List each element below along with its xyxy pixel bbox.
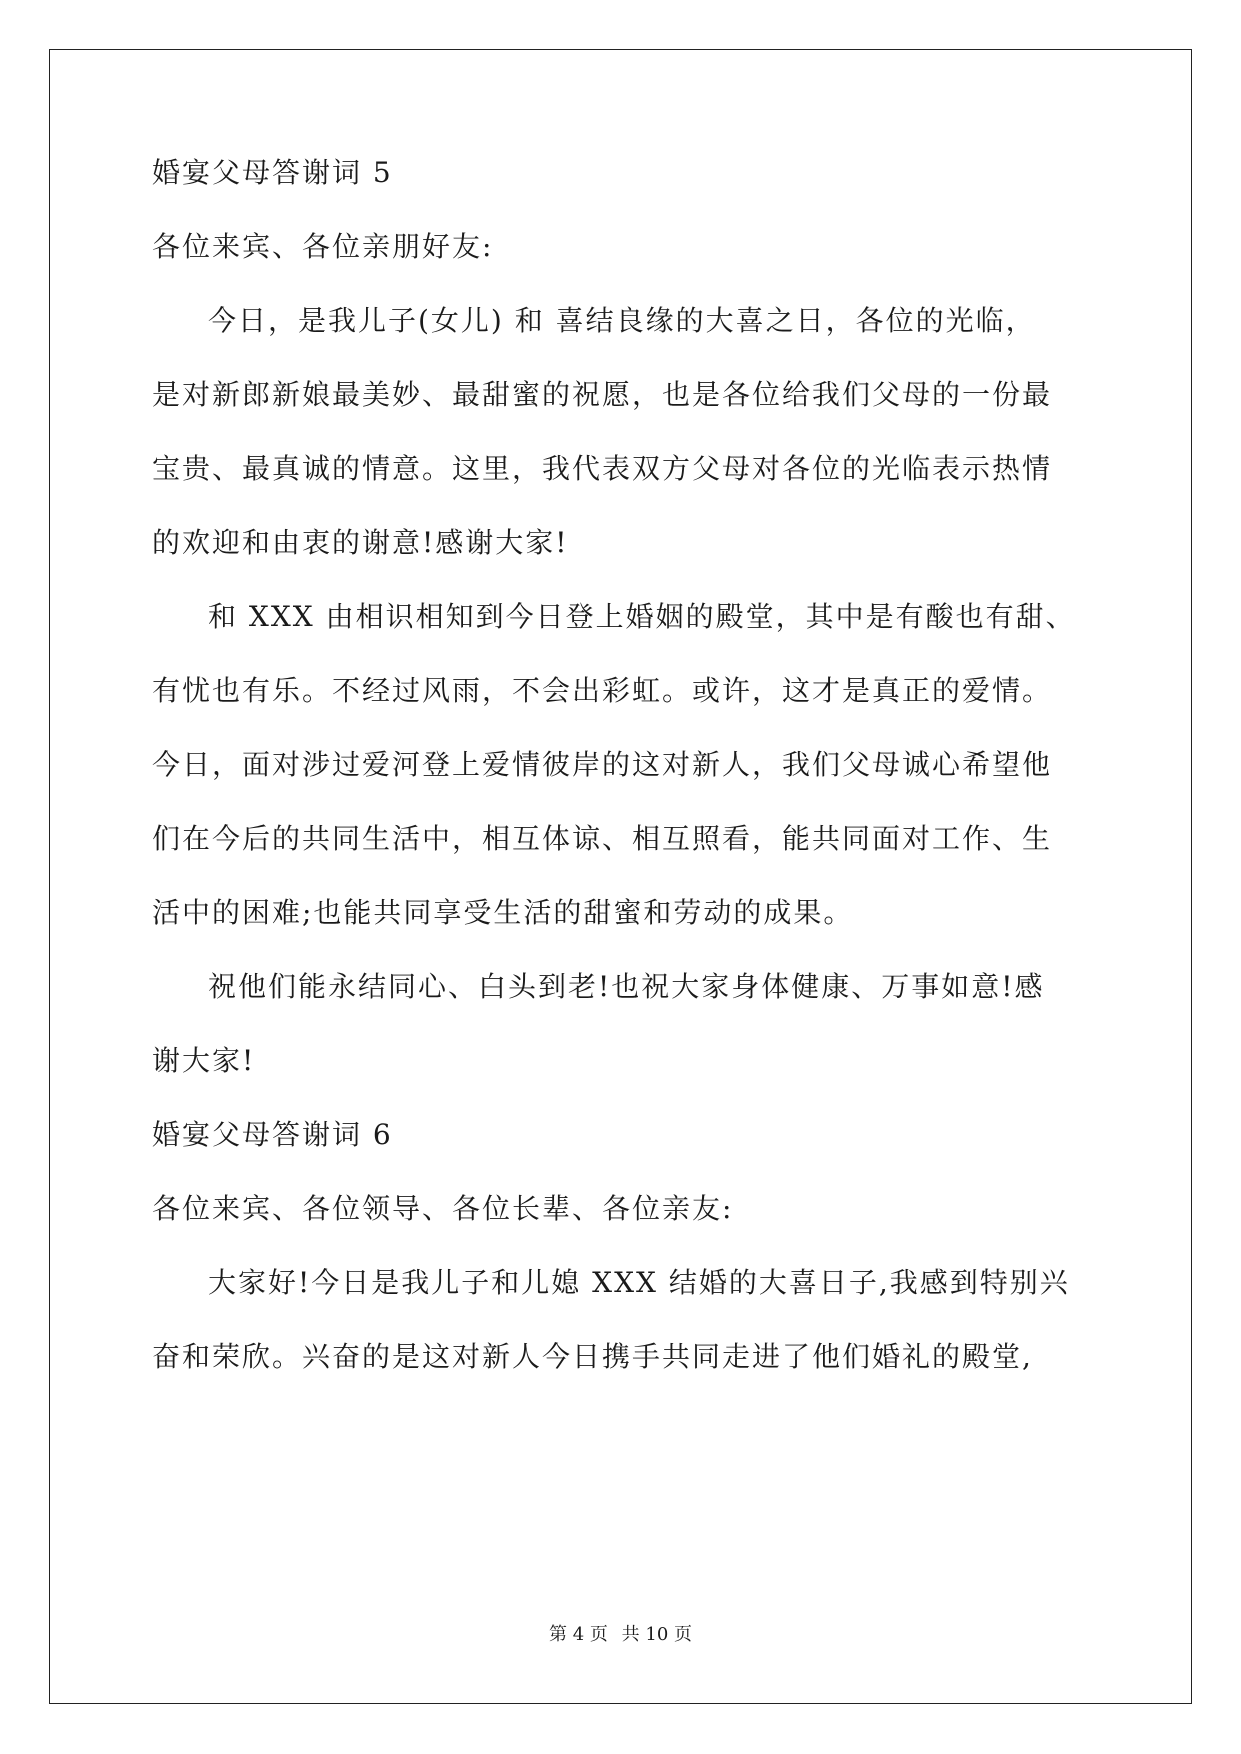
page-number: 第 4 页 [549,1624,608,1645]
paragraph-line: 今日，是我儿子(女儿) 和 喜结良缘的大喜之日，各位的光临， [208,304,1036,337]
salutation-6: 各位来宾、各位领导、各位长辈、各位亲友: [152,1192,734,1225]
paragraph-line: 有忧也有乐。不经过风雨，不会出彩虹。或许，这才是真正的爱情。 [152,674,1053,707]
page-total: 共 10 页 [621,1624,692,1645]
paragraph-line: 活中的困难;也能共同享受生活的甜蜜和劳动的成果。 [152,896,854,929]
paragraph-line: 是对新郎新娘最美妙、最甜蜜的祝愿，也是各位给我们父母的一份最 [152,378,1053,411]
paragraph-line: 和 XXX 由相识相知到今日登上婚姻的殿堂，其中是有酸也有甜、 [208,600,1076,633]
paragraph-line: 的欢迎和由衷的谢意!感谢大家! [152,526,569,559]
page-footer [0,1623,1241,1647]
paragraph-line: 们在今后的共同生活中，相互体谅、相互照看，能共同面对工作、生 [152,822,1053,855]
paragraph-line: 今日，面对涉过爱河登上爱情彼岸的这对新人，我们父母诚心希望他 [152,748,1053,781]
paragraph-line: 奋和荣欣。兴奋的是这对新人今日携手共同走进了他们婚礼的殿堂, [152,1340,1033,1373]
paragraph-line: 大家好!今日是我儿子和儿媳 XXX 结婚的大喜日子,我感到特别兴 [208,1266,1070,1299]
page-border [49,49,1192,1704]
salutation-5: 各位来宾、各位亲朋好友: [152,230,494,263]
paragraph-line: 谢大家! [152,1044,256,1077]
paragraph-line: 祝他们能永结同心、白头到老!也祝大家身体健康、万事如意!感 [208,970,1045,1003]
paragraph-line: 宝贵、最真诚的情意。这里，我代表双方父母对各位的光临表示热情 [152,452,1053,485]
section-heading-6: 婚宴父母答谢词 6 [152,1118,393,1151]
section-heading-5: 婚宴父母答谢词 5 [152,156,393,189]
